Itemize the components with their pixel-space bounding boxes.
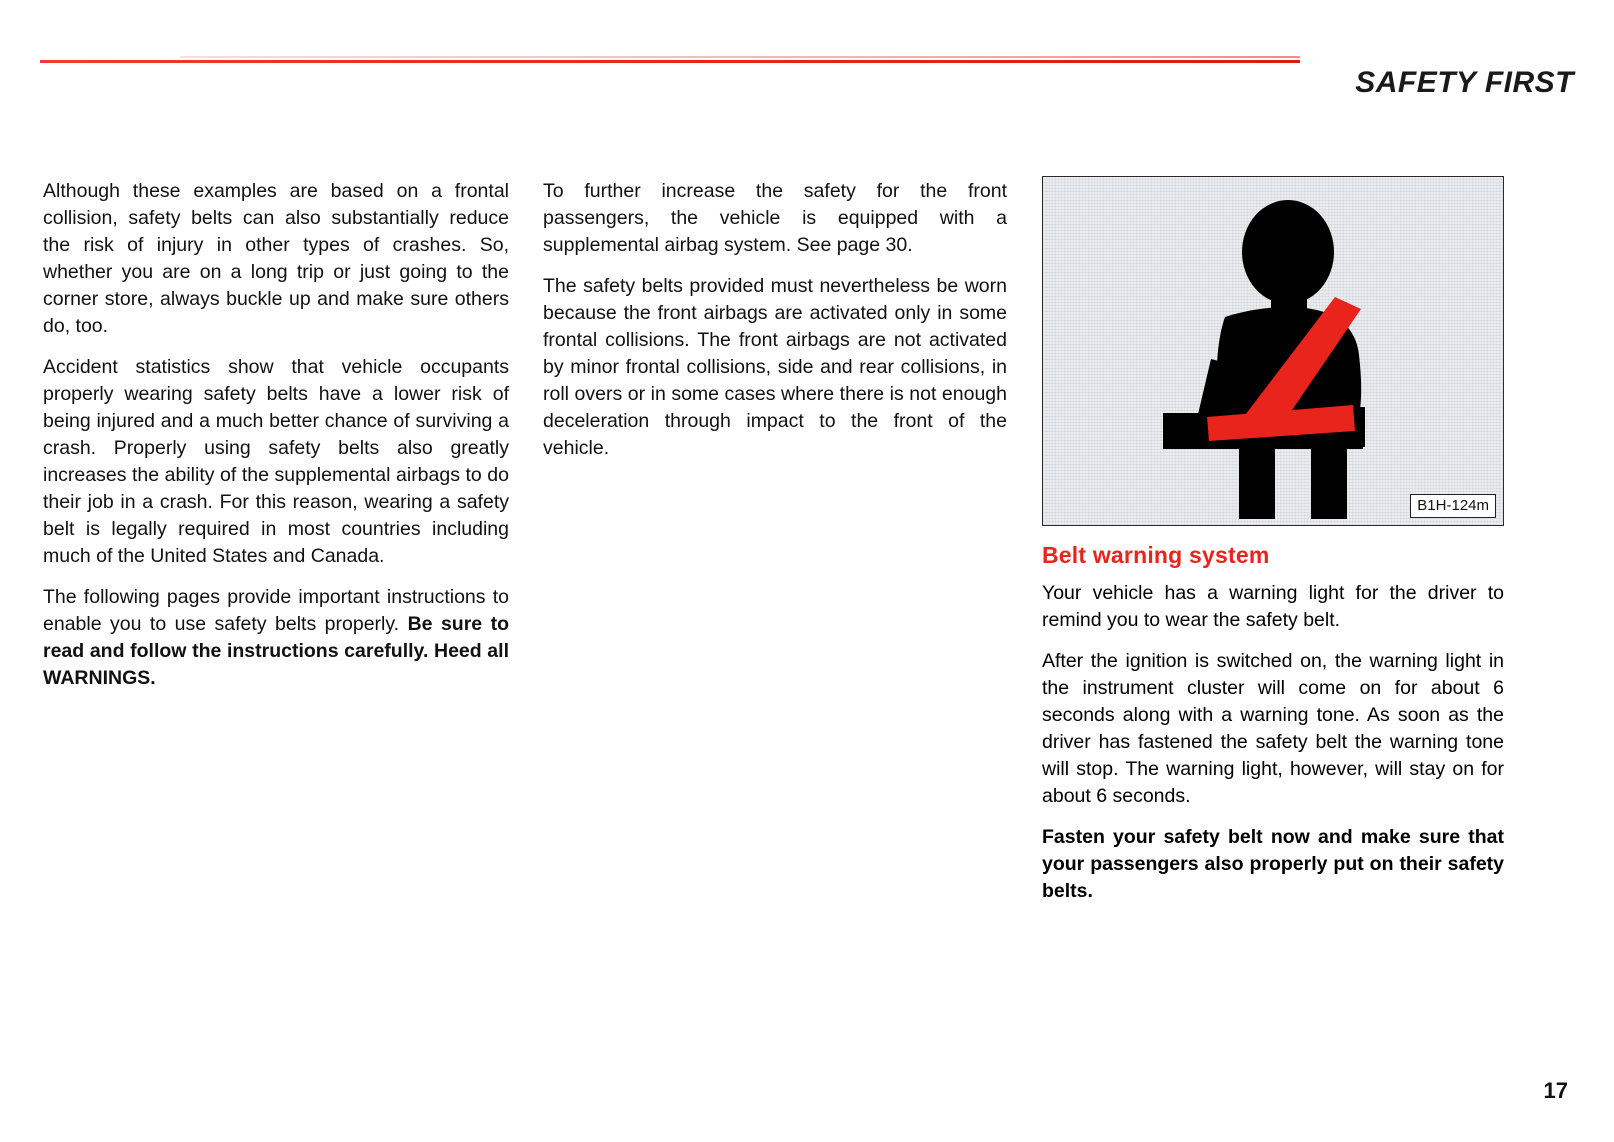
page-title: SAFETY FIRST (1355, 66, 1574, 99)
paragraph: Accident statistics show that vehicle occupants properly wearing safety belts have a lower risk of being injured and a much better chance of surviving a crash. Properly using safety belts also greatly increases the ability of the supplemental airbags to do their job in a crash. For this reason, wearing a safety belt is legally required in most countries including much of the United States and Canada. (43, 356, 509, 567)
paragraph-with-bold (43, 584, 509, 692)
text-column-3 (1042, 540, 1504, 905)
section-heading-belt-warning-system: Belt warning system (1042, 542, 1270, 568)
header-rule (40, 60, 1300, 63)
text-column-2 (543, 178, 1007, 462)
text-column-1 (43, 178, 509, 692)
paragraph-lead: The following pages provide important instructions to enable you to use safety belts properly. (43, 586, 509, 635)
paragraph: After the ignition is switched on, the warning light in the instrument cluster will come on for about 6 seconds along with a warning tone. As soon as the driver has fastened the safety belt the warning tone will stop. The warning light, however, will stay on for about 6 seconds. (1042, 650, 1504, 807)
page-number: 17 (1543, 1078, 1568, 1103)
paragraph: To further increase the safety for the front passengers, the vehicle is equipped with a supplemental airbag system. See page 30. (543, 180, 1007, 256)
paragraph: The safety belts provided must nevertheless be worn because the front airbags are activated only in some frontal collisions. The front airbags are not activated by minor frontal collisions, side and rear collisions, in roll overs or in some cases where there is not enough deceleration through impact to the front of the vehicle. (543, 275, 1007, 459)
page-header (0, 30, 1614, 99)
paragraph: Your vehicle has a warning light for the driver to remind you to wear the safety belt. (1042, 582, 1504, 631)
safety-belt-illustration (1042, 176, 1504, 526)
paragraph-bold-emphasis: Fasten your safety belt now and make sure that your passengers also properly put on their safety belts. (1042, 826, 1504, 902)
occupant-belt-figure-icon (1043, 177, 1503, 525)
paragraph: Although these examples are based on a frontal collision, safety belts can also substantially reduce the risk of injury in other types of crashes. So, whether you are on a long trip or just going to the corner store, always buckle up and make sure others do, too. (43, 180, 509, 337)
figure-code-label: B1H-124m (1410, 494, 1496, 518)
header-rule-secondary (180, 56, 1300, 58)
paragraph-bold-emphasis: Be sure to read and follow the instructions carefully. Heed all WARNINGS. (43, 613, 510, 689)
